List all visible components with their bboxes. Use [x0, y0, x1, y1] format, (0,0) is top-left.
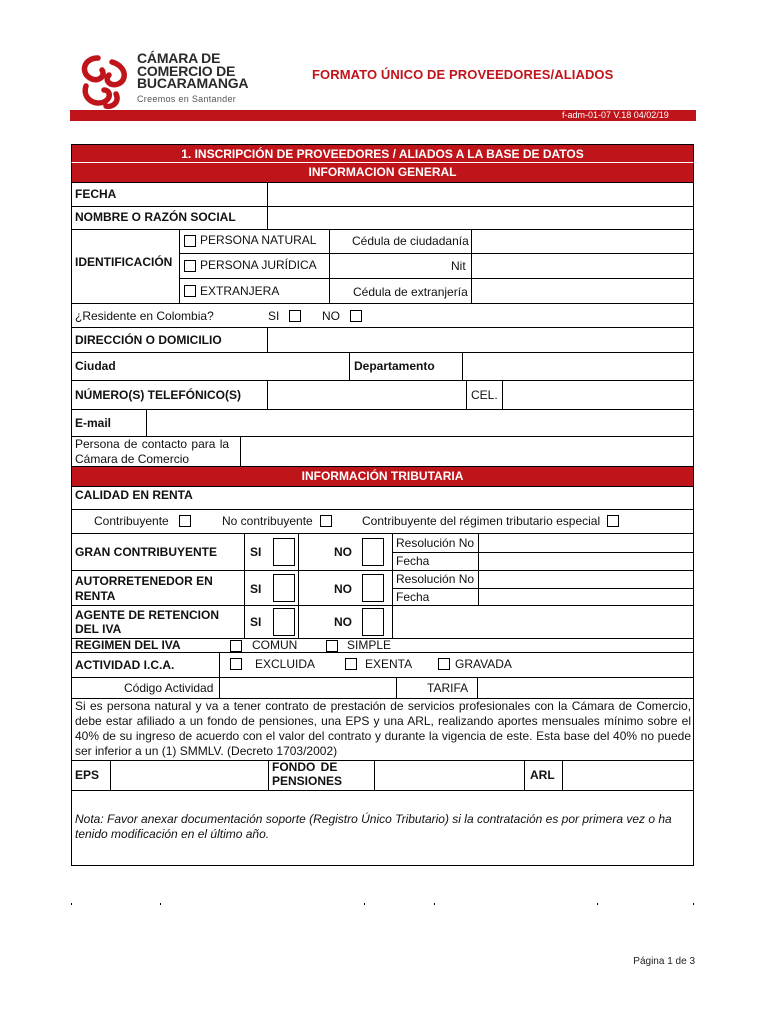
- label-cedula-ciudadania: Cédula de ciudadanía: [352, 234, 469, 248]
- document-reference: f-adm-01-07 V.18 04/02/19: [562, 110, 669, 120]
- label-gran-fecha: Fecha: [396, 554, 430, 568]
- logo-tagline: Creemos en Santander: [137, 94, 237, 104]
- box-auto-no[interactable]: [362, 574, 384, 602]
- label-gran-contribuyente: GRAN CONTRIBUYENTE: [75, 545, 218, 559]
- box-auto-si[interactable]: [273, 574, 295, 602]
- label-codigo-actividad: Código Actividad: [124, 681, 214, 695]
- label-contacto-line2: Cámara de Comercio: [75, 452, 190, 466]
- pension-requirements-text: Si es persona natural y va a tener contrato de prestación de servicios profesionales con la Cámara de Comercio, debe estar afiliado a un fondo de pensiones, una EPS y una ARL, realizando aportes mensuales mínimo sobre el 40% de su ingreso de acuerdo con el valor del contrato y durante la vigencia de este. Esta base del 40% no puede ser inferior a un (1) SMMLV. (Decreto 1703/2002): [75, 699, 691, 758]
- section-general-info: INFORMACION GENERAL: [71, 163, 694, 182]
- label-nit: Nit: [451, 259, 466, 273]
- label-identificacion: IDENTIFICACIÓN: [75, 255, 173, 269]
- checkbox-residente-no[interactable]: [350, 310, 362, 322]
- box-agente-no[interactable]: [362, 608, 384, 636]
- checkbox-persona-natural[interactable]: [184, 235, 196, 247]
- label-cedula-extranjeria: Cédula de extranjería: [353, 285, 468, 299]
- checkbox-residente-si[interactable]: [289, 310, 301, 322]
- option-excluida: EXCLUIDA: [255, 657, 316, 671]
- label-agente-line2: DEL IVA: [75, 622, 122, 636]
- label-calidad-renta: CALIDAD EN RENTA: [75, 488, 193, 502]
- section-title: 1. INSCRIPCIÓN DE PROVEEDORES / ALIADOS A LA BASE DE DATOS: [71, 144, 694, 162]
- label-agente-line1: AGENTE DE RETENCION: [75, 608, 220, 622]
- option-regimen-especial: Contribuyente del régimen tributario especial: [362, 514, 601, 528]
- note-text: Nota: Favor anexar documentación soporte (Registro Único Tributario) si la contratación es por primera vez o ha tenido modificación en el último año.: [75, 812, 672, 841]
- option-comun: COMUN: [252, 638, 298, 652]
- label-fondo-line1: FONDO DE: [272, 760, 338, 774]
- page-number: Página 1 de 3: [633, 956, 695, 967]
- signature-mark: [71, 903, 72, 905]
- document-title: FORMATO ÚNICO DE PROVEEDORES/ALIADOS: [312, 67, 614, 82]
- label-eps: EPS: [75, 768, 100, 782]
- checkbox-gravada[interactable]: [438, 658, 450, 670]
- label-telefono: NÚMERO(S) TELEFÓNICO(S): [75, 388, 241, 402]
- label-auto-si: SI: [250, 582, 262, 596]
- label-fecha: FECHA: [75, 187, 117, 201]
- label-agente-si: SI: [250, 615, 262, 629]
- checkbox-comun[interactable]: [230, 640, 242, 652]
- label-contacto-line1: Persona de contacto para la: [75, 437, 230, 451]
- signature-mark: [693, 903, 694, 905]
- label-tarifa: TARIFA: [427, 681, 469, 695]
- label-gran-no: NO: [334, 545, 352, 559]
- option-simple: SIMPLE: [347, 638, 392, 652]
- box-gran-si[interactable]: [273, 538, 295, 566]
- checkbox-persona-juridica[interactable]: [184, 260, 196, 272]
- label-residente-si: SI: [268, 309, 280, 323]
- chamber-logo-icon: [76, 50, 136, 110]
- label-ciudad: Ciudad: [75, 359, 116, 373]
- logo-wordmark: CÁMARA DE COMERCIO DE BUCARAMANGA: [137, 50, 249, 91]
- signature-mark: [434, 903, 435, 905]
- checkbox-exenta[interactable]: [345, 658, 357, 670]
- option-contribuyente: Contribuyente: [94, 514, 169, 528]
- label-auto-no: NO: [334, 582, 352, 596]
- label-regimen-iva: REGIMEN DEL IVA: [75, 638, 181, 652]
- signature-mark: [364, 903, 365, 905]
- signature-mark: [597, 903, 598, 905]
- label-gran-si: SI: [250, 545, 262, 559]
- label-arl: ARL: [530, 768, 555, 782]
- label-residente-no: NO: [322, 309, 340, 323]
- option-persona-juridica: PERSONA JURÍDICA: [200, 258, 317, 272]
- checkbox-regimen-especial[interactable]: [607, 515, 619, 527]
- box-agente-si[interactable]: [273, 608, 295, 636]
- option-gravada: GRAVADA: [455, 657, 512, 671]
- label-gran-resolucion: Resolución No: [396, 536, 475, 550]
- label-departamento: Departamento: [354, 359, 435, 373]
- checkbox-contribuyente[interactable]: [179, 515, 191, 527]
- section-tax-info: INFORMACIÓN TRIBUTARIA: [71, 467, 694, 486]
- checkbox-extranjera[interactable]: [184, 285, 196, 297]
- label-auto-resolucion: Resolución No: [396, 572, 475, 586]
- label-auto-fecha: Fecha: [396, 590, 430, 604]
- signature-mark: [160, 903, 161, 905]
- option-no-contribuyente: No contribuyente: [222, 514, 313, 528]
- label-fondo-line2: PENSIONES: [272, 774, 343, 788]
- label-autorretenedor-line2: RENTA: [75, 589, 116, 603]
- option-exenta: EXENTA: [365, 657, 413, 671]
- label-autorretenedor-line1: AUTORRETENEDOR EN: [75, 574, 213, 588]
- option-extranjera: EXTRANJERA: [200, 284, 280, 298]
- option-persona-natural: PERSONA NATURAL: [200, 233, 317, 247]
- label-direccion: DIRECCIÓN O DOMICILIO: [75, 333, 222, 347]
- checkbox-simple[interactable]: [326, 640, 338, 652]
- label-residente: ¿Residente en Colombia?: [75, 309, 214, 323]
- label-actividad-ica: ACTIVIDAD I.C.A.: [75, 658, 175, 672]
- label-nombre: NOMBRE O RAZÓN SOCIAL: [75, 210, 236, 224]
- label-cel: CEL.: [471, 388, 498, 402]
- label-email: E-mail: [75, 416, 112, 430]
- checkbox-no-contribuyente[interactable]: [320, 515, 332, 527]
- label-agente-no: NO: [334, 615, 352, 629]
- checkbox-excluida[interactable]: [230, 658, 242, 670]
- box-gran-no[interactable]: [362, 538, 384, 566]
